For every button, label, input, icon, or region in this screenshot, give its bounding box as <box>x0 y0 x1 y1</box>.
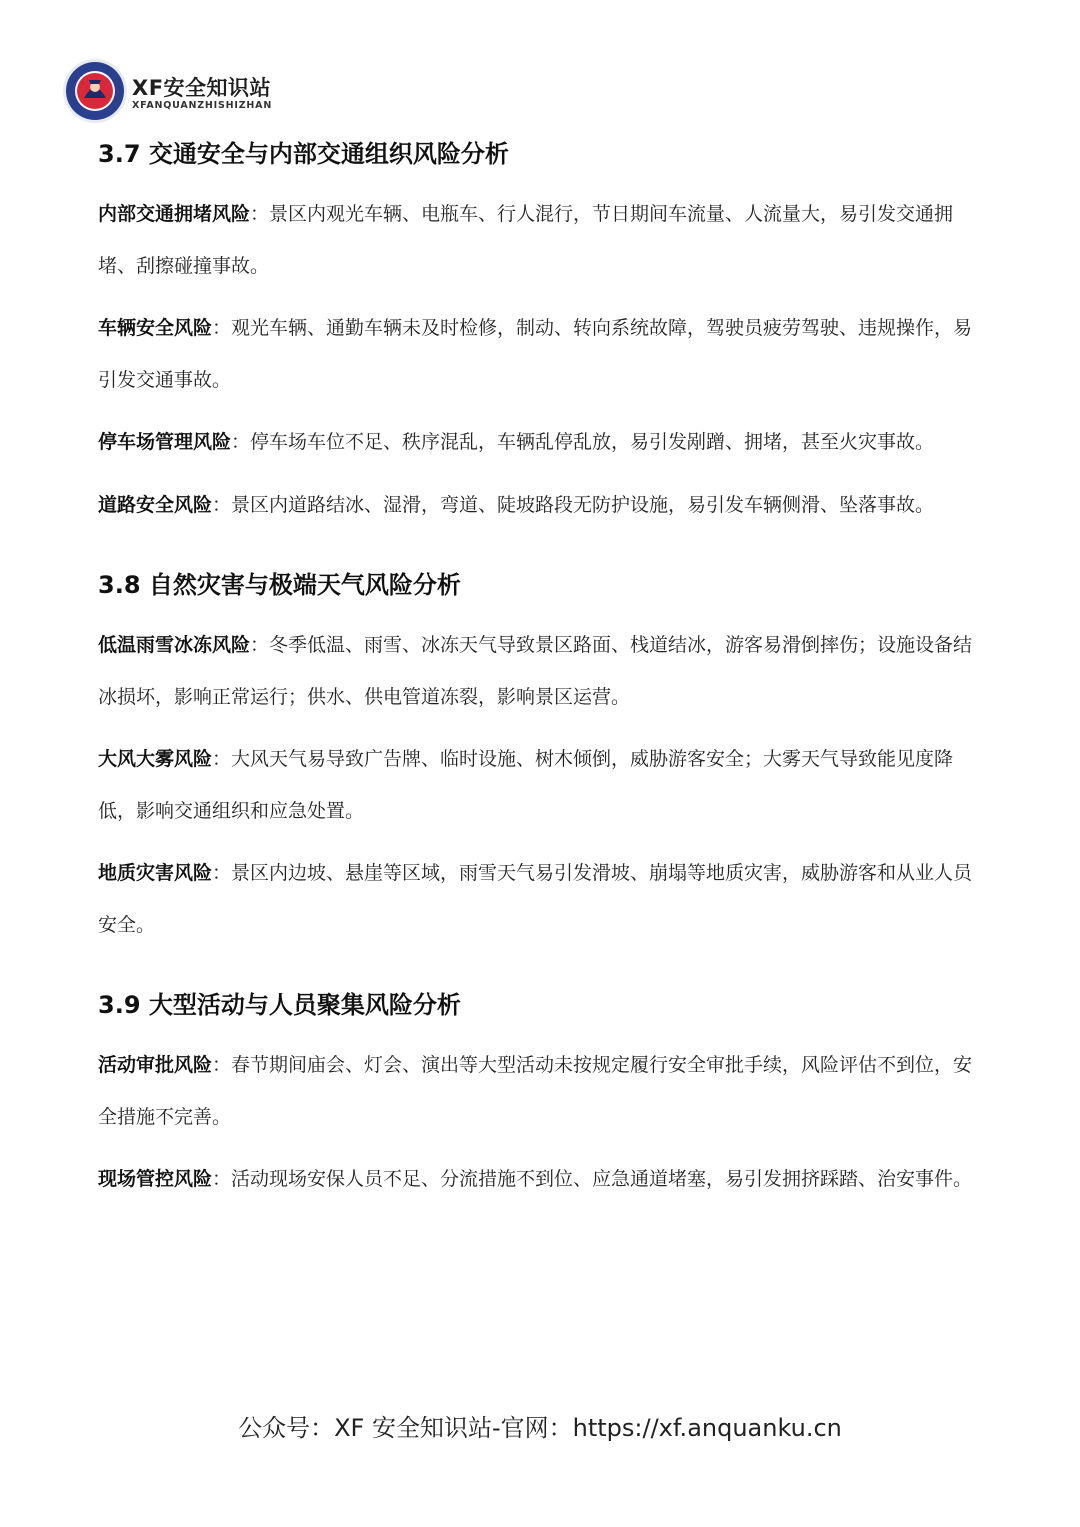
section-title-3-8: 3.8 自然灾害与极端天气风险分析 <box>98 571 461 599</box>
paragraph: 大风大雾风险：大风天气易导致广告牌、临时设施、树木倾倒，威胁游客安全；大雾天气导致能见度降低，影响交通组织和应急处置。 <box>98 748 954 822</box>
paragraph: 低温雨雪冰冻风险：冬季低温、雨雪、冰冻天气导致景区路面、栈道结冰，游客易滑倒摔伤；设施设备结冰损坏，影响正常运行；供水、供电管道冻裂，影响景区运营。 <box>98 634 973 708</box>
paragraph: 停车场管理风险：停车场车位不足、秩序混乱，车辆乱停乱放，易引发剐蹭、拥堵，甚至火灾事故。 <box>98 431 935 453</box>
paragraph-text: 停车场车位不足、秩序混乱，车辆乱停乱放，易引发剐蹭、拥堵，甚至火灾事故。 <box>250 431 935 453</box>
paragraph-label: 停车场管理风险 <box>98 431 232 453</box>
paragraph-text: 景区内观光车辆、电瓶车、行人混行，节日期间车流量、人流量大，易引发交通拥堵、刮擦碰撞事故。 <box>98 203 954 277</box>
paragraph-label: 车辆安全风险 <box>98 317 213 339</box>
paragraph-label: 现场管控风险 <box>98 1168 213 1190</box>
logo-title: XF安全知识站 <box>132 76 272 100</box>
brand-logo <box>62 58 292 128</box>
paragraph-label: 内部交通拥堵风险 <box>98 203 251 225</box>
paragraph-text: 景区内边坡、悬崖等区域，雨雪天气易引发滑坡、崩塌等地质灾害，威胁游客和从业人员安全。 <box>98 862 973 936</box>
paragraph: 活动审批风险：春节期间庙会、灯会、演出等大型活动未按规定履行安全审批手续，风险评估不到位，安全措施不完善。 <box>98 1054 973 1128</box>
paragraph-label: 活动审批风险 <box>98 1054 213 1076</box>
paragraph: 内部交通拥堵风险：景区内观光车辆、电瓶车、行人混行，节日期间车流量、人流量大，易引发交通拥堵、刮擦碰撞事故。 <box>98 203 954 277</box>
logo-subtitle: XFANQUANZHISHIZHAN <box>132 100 273 111</box>
paragraph-label: 道路安全风险 <box>98 493 213 516</box>
paragraph-text: 活动现场安保人员不足、分流措施不到位、应急通道堵塞，易引发拥挤踩踏、治安事件。 <box>231 1168 973 1190</box>
paragraph: 地质灾害风险：景区内边坡、悬崖等区域，雨雪天气易引发滑坡、崩塌等地质灾害，威胁游客和从业人员安全。 <box>98 862 973 936</box>
paragraph: 道路安全风险：景区内道路结冰、湿滑，弯道、陡坡路段无防护设施，易引发车辆侧滑、坠落事故。 <box>98 493 935 516</box>
paragraph: 现场管控风险：活动现场安保人员不足、分流措施不到位、应急通道堵塞，易引发拥挤踩踏、治安事件。 <box>98 1168 973 1190</box>
page-footer: 公众号：XF 安全知识站-官网：https://xf.anquanku.cn <box>238 1414 842 1442</box>
paragraph-label: 大风大雾风险 <box>98 748 213 770</box>
paragraph-label: 地质灾害风险 <box>98 862 213 884</box>
paragraph: 车辆安全风险：观光车辆、通勤车辆未及时检修，制动、转向系统故障，驾驶员疲劳驾驶、违规操作，易引发交通事故。 <box>98 317 973 391</box>
paragraph-label: 低温雨雪冰冻风险 <box>98 634 251 656</box>
paragraph-text: 春节期间庙会、灯会、演出等大型活动未按规定履行安全审批手续，风险评估不到位，安全措施不完善。 <box>98 1054 973 1128</box>
paragraph-text: 景区内道路结冰、湿滑，弯道、陡坡路段无防护设施，易引发车辆侧滑、坠落事故。 <box>231 493 935 516</box>
section-title-3-7: 3.7 交通安全与内部交通组织风险分析 <box>98 140 509 168</box>
logo-emblem <box>62 58 128 124</box>
paragraph-text: 观光车辆、通勤车辆未及时检修，制动、转向系统故障，驾驶员疲劳驾驶、违规操作，易引发交通事故。 <box>98 317 973 391</box>
paragraph-text: 冬季低温、雨雪、冰冻天气导致景区路面、栈道结冰，游客易滑倒摔伤；设施设备结冰损坏，影响正常运行；供水、供电管道冻裂，影响景区运营。 <box>98 634 973 708</box>
section-title-3-9: 3.9 大型活动与人员聚集风险分析 <box>98 991 461 1019</box>
paragraph-text: 大风天气易导致广告牌、临时设施、树木倾倒，威胁游客安全；大雾天气导致能见度降低，影响交通组织和应急处置。 <box>98 748 954 822</box>
document-body <box>98 134 984 1206</box>
